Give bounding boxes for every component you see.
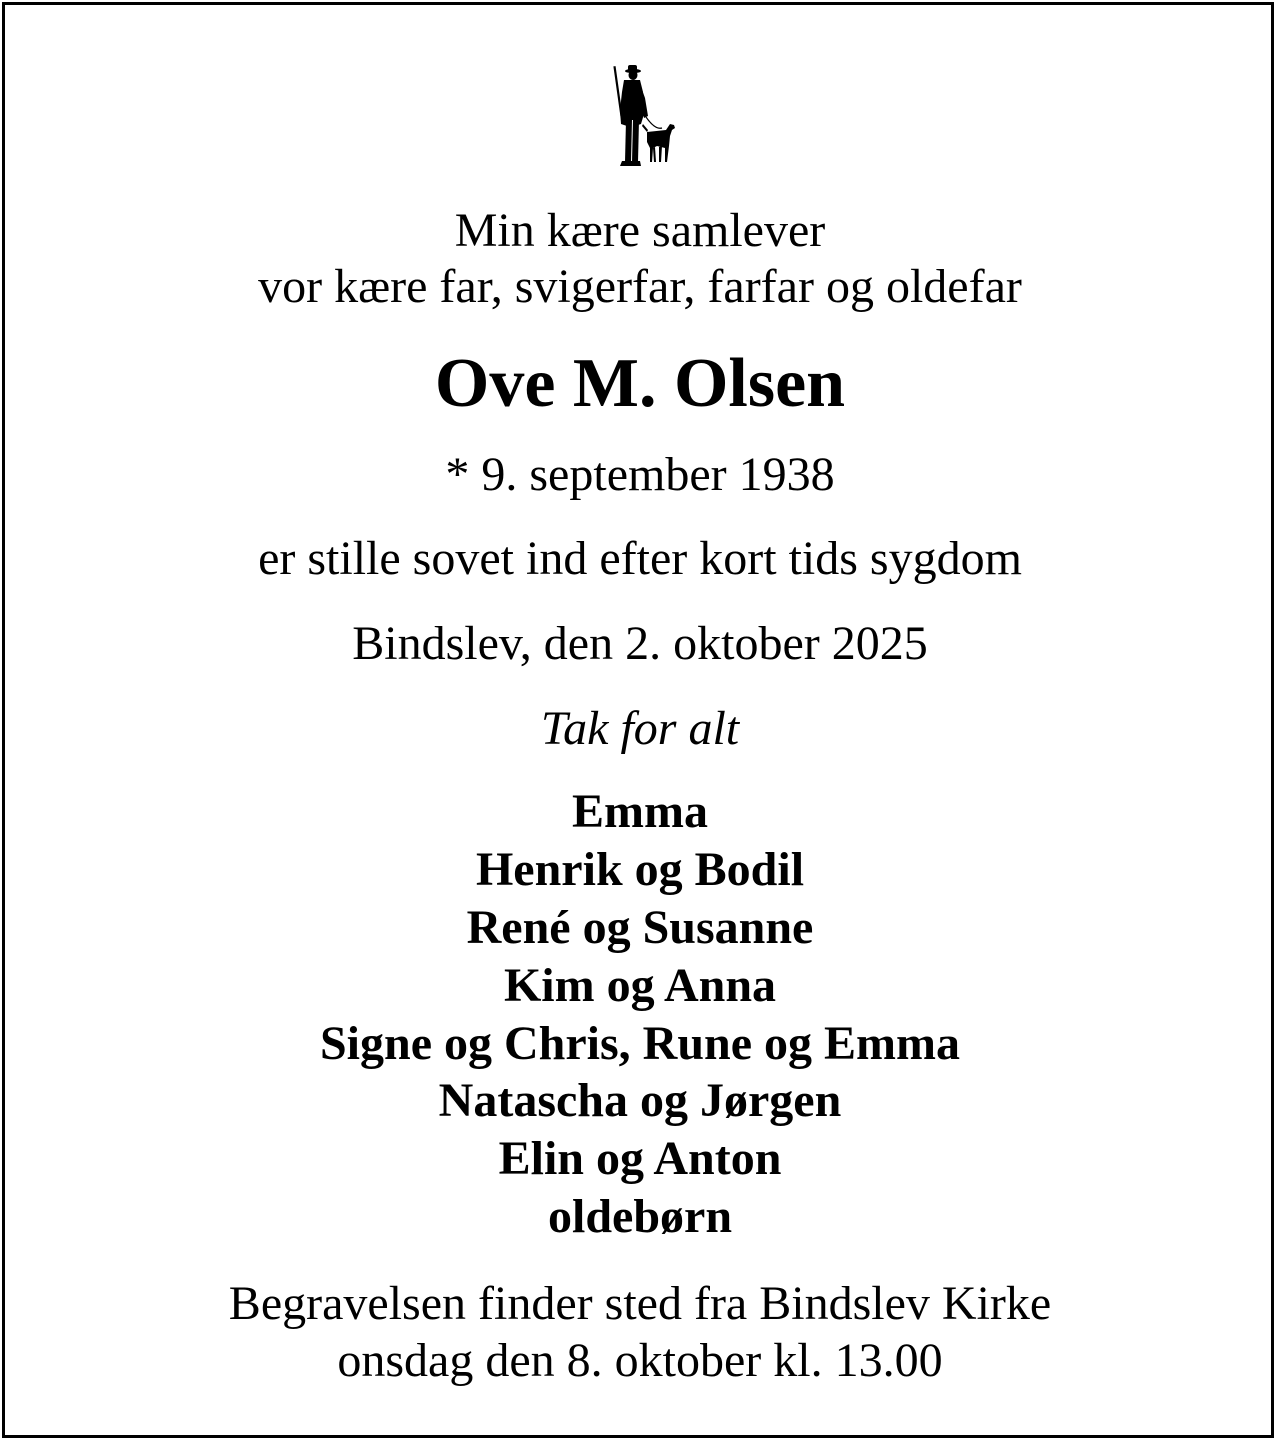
family-member: Emma [572,785,708,838]
family-member: oldebørn [547,1190,733,1243]
funeral-line-1: Begravelsen finder sted fra Bindslev Kirke [228,1277,1052,1330]
family-member: René og Susanne [466,901,814,954]
family-member: Henrik og Bodil [475,843,805,896]
place-and-date: Bindslev, den 2. oktober 2025 [352,617,928,670]
deceased-name: Ove M. Olsen [434,345,846,422]
family-member: Natascha og Jørgen [438,1074,842,1127]
family-member: Kim og Anna [503,959,777,1012]
hunter-with-dog-icon [600,62,680,172]
intro-line-1: Min kære samlever [454,204,826,257]
passing-text: er stille sovet ind efter kort tids sygdom [258,532,1022,585]
intro-line-2: vor kære far, svigerfar, farfar og oldefar [258,260,1022,313]
family-member: Elin og Anton [498,1132,782,1185]
birth-date: * 9. september 1938 [445,448,835,501]
thanks-text: Tak for alt [540,702,740,755]
family-member: Signe og Chris, Rune og Emma [319,1017,961,1070]
funeral-line-2: onsdag den 8. oktober kl. 13.00 [337,1334,943,1387]
